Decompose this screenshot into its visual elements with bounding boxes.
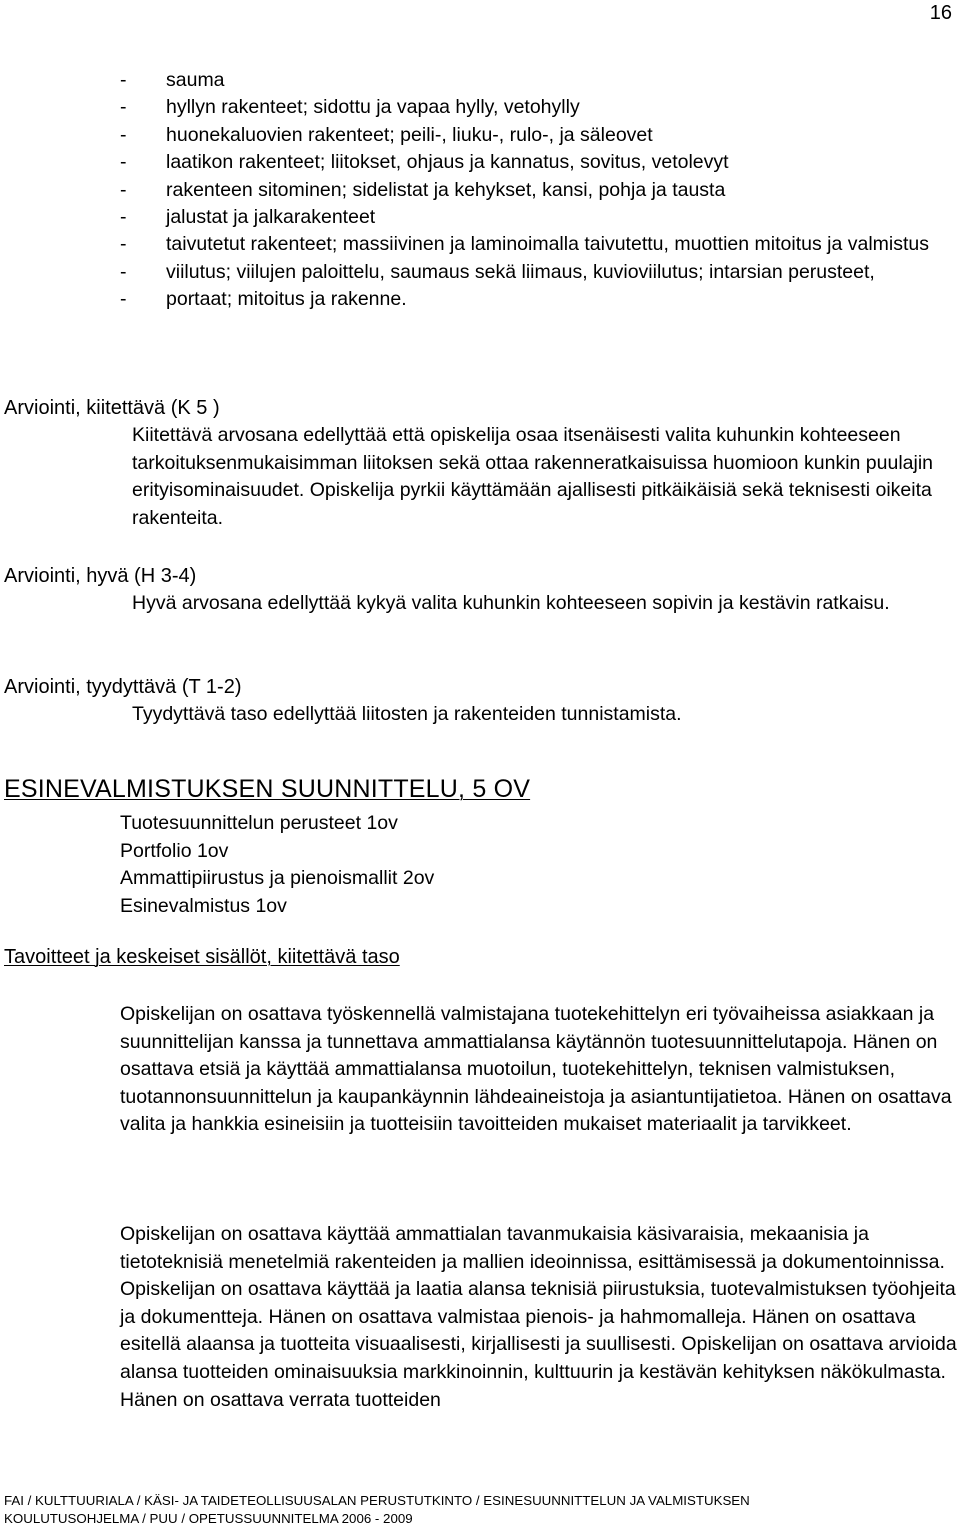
evaluation-heading: Arviointi, hyvä (H 3-4) (4, 565, 197, 587)
list-item: - taivutetut rakenteet; massiivinen ja laminoimalla taivutettu, muottien mitoitus ja valmistus (120, 233, 930, 256)
evaluation-excellent (4, 394, 954, 532)
credits-item: Esinevalmistus 1ov (120, 894, 287, 917)
list-item: - sauma (120, 69, 225, 91)
evaluation-text: Kiitettävä arvosana edellyttää että opiskelija osaa itsenäisesti valita kuhunkin kohteeseen tarkoituksenmukaisimman liitoksen sekä ottaa rakenneratkaisuissa huomioon kunkin puulajin erityisominaisuudet. Opiskelija pyrkii käyttämään ajallisesti pitkäikäisiä sekä teknisesti oikeita rakenteita. (132, 424, 934, 529)
evaluation-heading: Arviointi, kiitettävä (K 5 ) (4, 397, 220, 419)
footer-line: FAI / KULTTUURIALA / KÄSI- JA TAIDETEOLLISUUSALAN PERUSTUTKINTO / ESINESUUNNITTELUN JA VALMISTUKSEN (4, 1493, 750, 1508)
evaluation-satisfactory (4, 673, 954, 729)
evaluation-text: Hyvä arvosana edellyttää kykyä valita kuhunkin kohteeseen sopivin ja kestävin ratkaisu. (132, 592, 890, 614)
evaluation-good (4, 562, 954, 618)
evaluation-text: Tyydyttävä taso edellyttää liitosten ja rakenteiden tunnistamista. (132, 703, 682, 725)
page-footer (4, 1492, 750, 1527)
credits-item: Ammattipiirustus ja pienoismallit 2ov (120, 867, 435, 889)
list-item: - huonekaluovien rakenteet; peili-, liuku-, rulo-, ja säleovet (120, 123, 653, 146)
content-list (120, 67, 950, 314)
list-item: - portaat; mitoitus ja rakenne. (120, 288, 407, 311)
credits-item: Tuotesuunnittelun perusteet 1ov (120, 812, 398, 834)
list-item: - laatikon rakenteet; liitokset, ohjaus ja kannatus, sovitus, vetolevyt (120, 151, 729, 174)
list-item: - viilutus; viilujen paloittelu, saumaus sekä liimaus, kuvioviilutus; intarsian perusteet, (120, 260, 875, 283)
list-item: - hyllyn rakenteet; sidottu ja vapaa hylly, vetohylly (120, 96, 580, 119)
credits-item: Portfolio 1ov (120, 839, 229, 862)
paragraph: Opiskelijan on osattava käyttää ammattialan tavanmukaisia käsivaraisia, mekaanisia ja tietoteknisiä menetelmiä rakenteiden ja mallien ideoinnissa, esittämisessä ja dokumentoinnissa. Opiskelijan on osattava käyttää ja laatia alansa teknisiä piirustuksia, tuotevalmistuksen työohjeita ja dokumentteja. Hänen on osattava valmistaa pienois- ja hahmomalleja. Hänen on osattava esitellä alaansa ja tuotteita visuaalisesti, kirjallisesti ja suullisesti. Opiskelijan on osattava arvioida alansa tuotteiden ominaisuuksia markkinoinnin, kulttuurin ja kestävän kehityksen näkökulmasta. Hänen on osattava verrata tuotteiden (120, 1223, 957, 1411)
section-title: ESINEVALMISTUKSEN SUUNNITTELU, 5 OV (4, 775, 531, 803)
page-number: 16 (929, 2, 952, 24)
goals-heading: Tavoitteet ja keskeiset sisällöt, kiitettävä taso (4, 946, 400, 968)
evaluation-heading: Arviointi, tyydyttävä (T 1-2) (4, 676, 242, 698)
list-item: - rakenteen sitominen; sidelistat ja kehykset, kansi, pohja ja tausta (120, 178, 726, 201)
paragraph: Opiskelijan on osattava työskennellä valmistajana tuotekehittelyn eri työvaiheissa asiakkaan ja suunnittelijan kanssa ja tunnettava ammattialansa käytännön tuotesuunnittelutapoja. Hänen on osattava etsiä ja käyttää ammattialansa muotoilun, tuotekehittelyn, teknisen valmistuksen, tuotannonsuunnittelun ja kaupankäynnin lähdeaineistoja ja asiantuntijatietoa. Hänen on osattava valita ja hankkia esineisiin ja tuotteisiin tavoitteiden mukaiset materiaalit ja tarvikkeet. (120, 1003, 952, 1136)
list-item: - jalustat ja jalkarakenteet (120, 206, 376, 229)
credits-list (120, 810, 434, 920)
footer-line: KOULUTUSOHJELMA / PUU / OPETUSSUUNNITELMA 2006 - 2009 (4, 1510, 413, 1526)
